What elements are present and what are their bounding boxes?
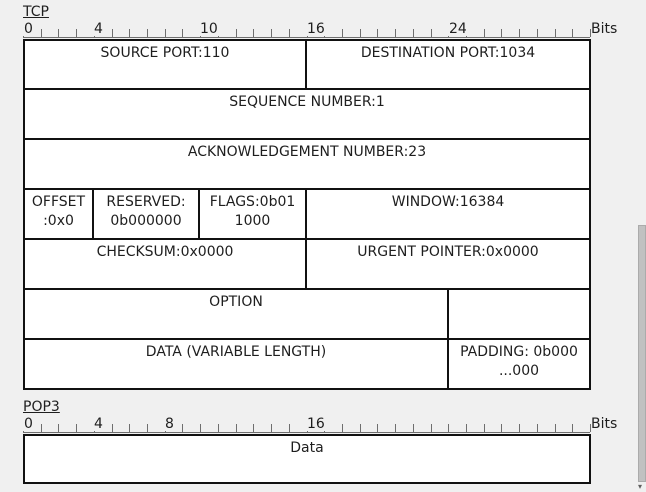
tcp-ruler-tick bbox=[413, 29, 414, 37]
tcp-checksum-field[interactable]: CHECKSUM:0x0000 bbox=[23, 238, 307, 290]
pop3-ruler-tick bbox=[537, 424, 538, 432]
tcp-ruler-tick bbox=[41, 29, 42, 37]
tcp-flags-field[interactable]: FLAGS:0b01 1000 bbox=[198, 188, 307, 240]
pop3-ruler-tick bbox=[129, 424, 130, 432]
pop3-ruler-label-0: 0 bbox=[24, 416, 33, 432]
pop3-ruler-tick bbox=[572, 424, 573, 432]
pop3-ruler-tick bbox=[466, 424, 467, 432]
tcp-ruler-label-24: 24 bbox=[449, 21, 467, 37]
pop3-ruler-tick bbox=[236, 424, 237, 432]
pop3-ruler-tick bbox=[448, 424, 449, 432]
pop3-ruler-tick bbox=[342, 424, 343, 432]
tcp-ruler-tick bbox=[271, 29, 272, 37]
tcp-ruler-label-0: 0 bbox=[24, 21, 33, 37]
pop3-ruler-tick bbox=[112, 424, 113, 432]
pop3-ruler-tick bbox=[555, 424, 556, 432]
tcp-ruler-tick bbox=[76, 29, 77, 37]
tcp-ruler-tick bbox=[395, 29, 396, 37]
tcp-padding-field[interactable]: PADDING: 0b000 ...000 bbox=[447, 338, 591, 390]
scrollbar-thumb[interactable] bbox=[638, 225, 646, 482]
tcp-offset-field[interactable]: OFFSET :0x0 bbox=[23, 188, 94, 240]
tcp-ruler-tick bbox=[253, 29, 254, 37]
tcp-ruler-tick bbox=[555, 29, 556, 37]
pop3-ruler-tick bbox=[360, 424, 361, 432]
tcp-option-pad-field[interactable] bbox=[447, 288, 591, 340]
tcp-source-port-field[interactable]: SOURCE PORT:110 bbox=[23, 39, 307, 90]
tcp-ruler-tick bbox=[377, 29, 378, 37]
pop3-ruler-tick bbox=[253, 424, 254, 432]
pop3-ruler-tick bbox=[200, 424, 201, 432]
pop3-ruler-tick bbox=[377, 424, 378, 432]
tcp-section-title: TCP bbox=[23, 4, 49, 20]
scroll-down-arrow-icon[interactable]: ▾ bbox=[638, 482, 643, 491]
pop3-ruler-tick bbox=[519, 424, 520, 432]
tcp-urgent-pointer-field[interactable]: URGENT POINTER:0x0000 bbox=[305, 238, 591, 290]
tcp-ruler-tick bbox=[431, 29, 432, 37]
tcp-ruler-tick bbox=[572, 29, 573, 37]
tcp-ruler-tick bbox=[182, 29, 183, 37]
tcp-ruler-tick bbox=[129, 29, 130, 37]
pop3-ruler-tick bbox=[182, 424, 183, 432]
pop3-ruler-tick bbox=[76, 424, 77, 432]
pop3-ruler-tick bbox=[413, 424, 414, 432]
pop3-ruler-tick bbox=[147, 424, 148, 432]
tcp-ruler-label-4: 4 bbox=[94, 21, 103, 37]
tcp-option-field[interactable]: OPTION bbox=[23, 288, 449, 340]
pop3-ruler-tick bbox=[501, 424, 502, 432]
tcp-sequence-number-field[interactable]: SEQUENCE NUMBER:1 bbox=[23, 88, 591, 140]
pop3-ruler-tick bbox=[271, 424, 272, 432]
tcp-ruler-tick bbox=[484, 29, 485, 37]
pop3-ruler-line bbox=[23, 432, 590, 433]
tcp-ruler-tick bbox=[342, 29, 343, 37]
pop3-ruler-tick bbox=[41, 424, 42, 432]
tcp-bits-label: Bits bbox=[591, 21, 618, 37]
tcp-ruler-label-16: 16 bbox=[307, 21, 325, 37]
tcp-ruler-tick bbox=[537, 29, 538, 37]
tcp-ruler-tick bbox=[360, 29, 361, 37]
tcp-ruler-tick bbox=[501, 29, 502, 37]
tcp-acknowledgement-number-field[interactable]: ACKNOWLEDGEMENT NUMBER:23 bbox=[23, 138, 591, 190]
pop3-ruler-tick bbox=[431, 424, 432, 432]
tcp-window-field[interactable]: WINDOW:16384 bbox=[305, 188, 591, 240]
pop3-data-field[interactable]: Data bbox=[23, 434, 591, 484]
tcp-destination-port-field[interactable]: DESTINATION PORT:1034 bbox=[305, 39, 591, 90]
pop3-ruler-label-8: 8 bbox=[165, 416, 174, 432]
tcp-ruler-label-10: 10 bbox=[200, 21, 218, 37]
tcp-ruler-line bbox=[23, 37, 590, 38]
pop3-section-title: POP3 bbox=[23, 399, 60, 415]
pop3-ruler-tick bbox=[289, 424, 290, 432]
tcp-ruler-tick bbox=[236, 29, 237, 37]
tcp-ruler-tick bbox=[165, 29, 166, 37]
tcp-reserved-field[interactable]: RESERVED: 0b000000 bbox=[92, 188, 200, 240]
pop3-ruler-label-4: 4 bbox=[94, 416, 103, 432]
tcp-ruler-tick bbox=[519, 29, 520, 37]
pop3-ruler-tick bbox=[395, 424, 396, 432]
tcp-ruler-tick bbox=[58, 29, 59, 37]
pop3-ruler-label-16: 16 bbox=[307, 416, 325, 432]
tcp-data-field[interactable]: DATA (VARIABLE LENGTH) bbox=[23, 338, 449, 390]
tcp-ruler-tick bbox=[289, 29, 290, 37]
pop3-ruler-tick bbox=[58, 424, 59, 432]
pop3-bits-label: Bits bbox=[591, 416, 618, 432]
pop3-ruler-tick bbox=[484, 424, 485, 432]
tcp-ruler-tick bbox=[112, 29, 113, 37]
tcp-ruler-tick bbox=[147, 29, 148, 37]
pop3-ruler-tick bbox=[218, 424, 219, 432]
